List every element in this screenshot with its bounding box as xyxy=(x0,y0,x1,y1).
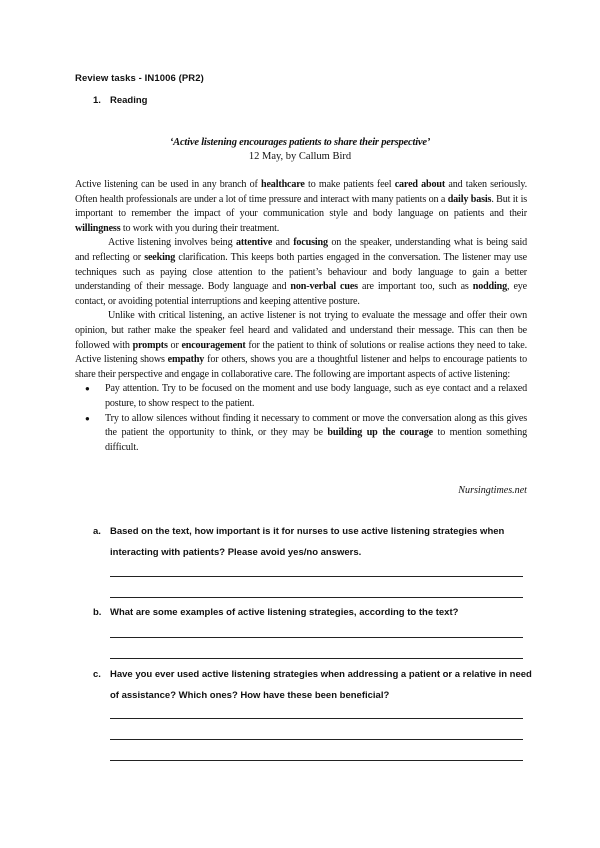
keyword: empathy xyxy=(167,354,205,366)
list-item: ● Try to allow silences without finding it necessary to comment or move the conversation along as this gives the patient the opportunity to think, or they may be building up the courage to mention something difficult. xyxy=(85,412,527,453)
answer-line[interactable] xyxy=(110,597,523,598)
answer-line[interactable] xyxy=(110,718,523,719)
paragraph-3: Unlike with critical listening, an active listener is not trying to evaluate the message and offer their own opinion, but rather make the speaker feel heard and validated and understand their message. This can then be followed with prompts or encouragement for the patient to think of solutions or realise actions they need to take. Active listening shows empathy for others, shows you are a thoughtful listener and helps to encourage patients to share their perspective and engage in collaborative care. The following are important aspects of active listening: xyxy=(75,310,528,380)
keyword: healthcare xyxy=(261,179,305,190)
keyword: seeking xyxy=(144,251,176,263)
answer-line[interactable] xyxy=(110,658,523,659)
question-text: What are some examples of active listening strategies, according to the text? xyxy=(110,607,459,618)
paragraph-2: Active listening involves being attentive and focusing on the speaker, understanding what is being said and reflecting or seeking clarification. This keeps both parties engaged in the conversation. The listener may use techniques such as paying close attention to the patient’s behaviour and body language to gain a better understanding of their message. Body language and non-verbal cues are important too, such as nodding, eye contact, or avoiding potential interruptions and keeping attentive posture. xyxy=(75,237,528,307)
keyword: attentive xyxy=(235,237,273,249)
article-source: Nursingtimes.net xyxy=(458,485,527,496)
question-letter: c. xyxy=(93,669,101,680)
keyword: building up the courage xyxy=(327,427,433,439)
article-byline: 12 May, by Callum Bird xyxy=(248,151,352,162)
keyword: prompts xyxy=(132,339,168,351)
section-heading xyxy=(93,95,147,106)
article-title: ‘Active listening encourages patients to share their perspective’ xyxy=(169,137,431,148)
keyword: non-verbal cues xyxy=(290,281,358,293)
question-letter: b. xyxy=(93,607,102,618)
question-b xyxy=(93,603,533,624)
bullet-list xyxy=(75,382,527,455)
answer-line[interactable] xyxy=(110,760,523,761)
review-title: Review tasks - IN1006 (PR2) xyxy=(75,73,204,84)
keyword: daily basis xyxy=(447,193,492,205)
keyword: willingness xyxy=(75,222,121,234)
answer-line[interactable] xyxy=(110,739,523,740)
list-item: ● Pay attention. Try to be focused on the moment and use body language, such as eye contact and a relaxed posture, to show respect to the patient. xyxy=(85,383,527,409)
bullet-icon: ● xyxy=(85,384,90,394)
article-body xyxy=(75,178,527,455)
keyword: encouragement xyxy=(181,339,246,351)
question-text: Have you ever used active listening strategies when addressing a patient or a relative in need of assistance? Which ones? How have these been beneficial? xyxy=(110,669,532,701)
question-c xyxy=(93,665,533,706)
keyword: focusing xyxy=(293,237,328,249)
section-label: Reading xyxy=(110,95,148,106)
section-number: 1. xyxy=(93,95,101,106)
keyword: cared about xyxy=(394,179,446,190)
keyword: nodding xyxy=(472,281,508,293)
paragraph-1: Active listening can be used in any branch of healthcare to make patients feel cared about and taken seriously. Often health professionals are under a lot of time pressure and interact with many patients on a daily basis. But it is important to remember the impact of your communication style and body language on patients and their willingness to work with you during their treatment. xyxy=(75,179,528,234)
question-letter: a. xyxy=(93,526,101,537)
question-a xyxy=(93,522,533,563)
question-text: Based on the text, how important is it for nurses to use active listening strategies when interacting with patients? Please avoid yes/no answers. xyxy=(110,526,505,558)
bullet-icon: ● xyxy=(85,413,90,423)
answer-line[interactable] xyxy=(110,576,523,577)
answer-line[interactable] xyxy=(110,637,523,638)
